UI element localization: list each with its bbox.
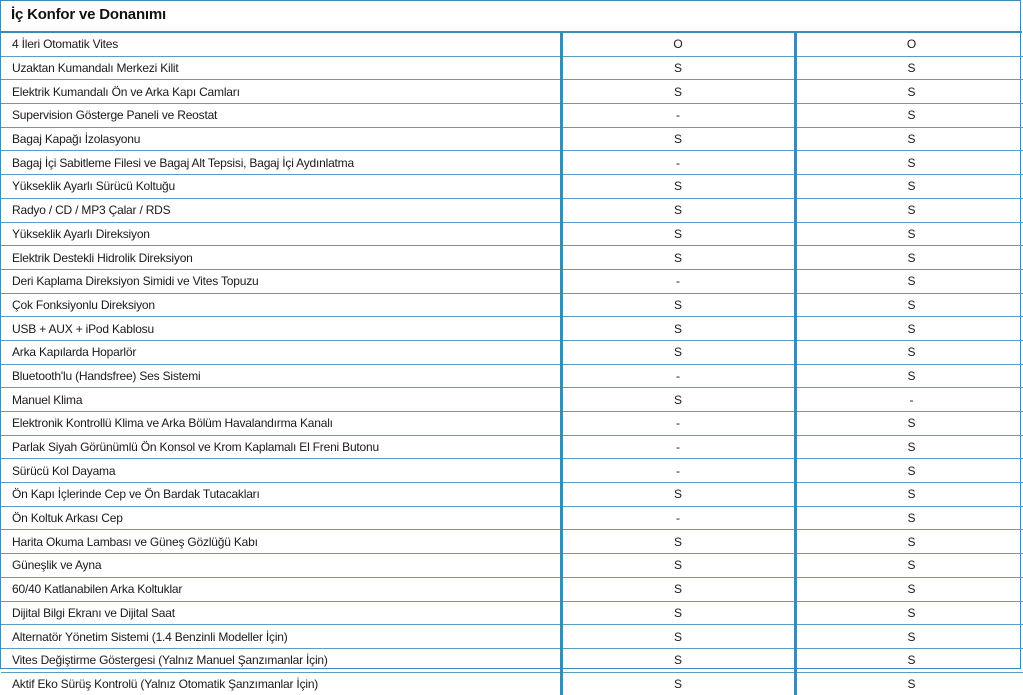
table-row xyxy=(1,435,1023,459)
value-column-2: S xyxy=(795,554,1023,578)
value-column-1: S xyxy=(561,577,795,601)
feature-name: Alternatör Yönetim Sistemi (1.4 Benzinli Modeller İçin) xyxy=(1,625,561,649)
feature-name: Sürücü Kol Dayama xyxy=(1,459,561,483)
value-column-1: - xyxy=(561,435,795,459)
table-row xyxy=(1,198,1023,222)
feature-name: Radyo / CD / MP3 Çalar / RDS xyxy=(1,198,561,222)
feature-name: Elektrik Destekli Hidrolik Direksiyon xyxy=(1,246,561,270)
section-header xyxy=(1,1,1022,33)
value-column-1: S xyxy=(561,483,795,507)
value-column-2: S xyxy=(795,530,1023,554)
table-row xyxy=(1,364,1023,388)
feature-name: Deri Kaplama Direksiyon Simidi ve Vites Topuzu xyxy=(1,269,561,293)
feature-name: Elektronik Kontrollü Klima ve Arka Bölüm Havalandırma Kanalı xyxy=(1,412,561,436)
value-column-1: S xyxy=(561,317,795,341)
value-column-1: S xyxy=(561,56,795,80)
value-column-2: S xyxy=(795,151,1023,175)
feature-name: Ön Kapı İçlerinde Cep ve Ön Bardak Tutacakları xyxy=(1,483,561,507)
value-column-2: S xyxy=(795,506,1023,530)
value-column-2: - xyxy=(795,388,1023,412)
value-column-2: S xyxy=(795,601,1023,625)
feature-name: Manuel Klima xyxy=(1,388,561,412)
value-column-1: S xyxy=(561,648,795,672)
feature-name: Elektrik Kumandalı Ön ve Arka Kapı Camları xyxy=(1,80,561,104)
value-column-2: S xyxy=(795,127,1023,151)
value-column-1: S xyxy=(561,340,795,364)
feature-name: Yükseklik Ayarlı Direksiyon xyxy=(1,222,561,246)
table-row xyxy=(1,104,1023,128)
table-row xyxy=(1,317,1023,341)
value-column-2: S xyxy=(795,198,1023,222)
value-column-2: S xyxy=(795,483,1023,507)
table-row xyxy=(1,246,1023,270)
table-row xyxy=(1,33,1023,56)
feature-name: Vites Değiştirme Göstergesi (Yalnız Manuel Şanzımanlar İçin) xyxy=(1,648,561,672)
table-row xyxy=(1,293,1023,317)
value-column-2: S xyxy=(795,625,1023,649)
value-column-1: S xyxy=(561,601,795,625)
feature-name: Güneşlik ve Ayna xyxy=(1,554,561,578)
value-column-2: S xyxy=(795,80,1023,104)
table-row xyxy=(1,601,1023,625)
feature-name: Harita Okuma Lambası ve Güneş Gözlüğü Kabı xyxy=(1,530,561,554)
value-column-1: - xyxy=(561,151,795,175)
value-column-2: S xyxy=(795,293,1023,317)
value-column-1: S xyxy=(561,198,795,222)
value-column-1: S xyxy=(561,625,795,649)
table-row xyxy=(1,340,1023,364)
value-column-2: S xyxy=(795,175,1023,199)
value-column-2: S xyxy=(795,56,1023,80)
feature-name: USB + AUX + iPod Kablosu xyxy=(1,317,561,341)
feature-name: 60/40 Katlanabilen Arka Koltuklar xyxy=(1,577,561,601)
feature-name: Ön Koltuk Arkası Cep xyxy=(1,506,561,530)
table-row xyxy=(1,56,1023,80)
value-column-1: - xyxy=(561,269,795,293)
value-column-1: S xyxy=(561,672,795,695)
feature-name: Uzaktan Kumandalı Merkezi Kilit xyxy=(1,56,561,80)
value-column-2: S xyxy=(795,104,1023,128)
table-row xyxy=(1,151,1023,175)
value-column-2: S xyxy=(795,648,1023,672)
value-column-1: S xyxy=(561,127,795,151)
value-column-1: S xyxy=(561,175,795,199)
table-row xyxy=(1,80,1023,104)
value-column-2: S xyxy=(795,222,1023,246)
table-row xyxy=(1,672,1023,695)
feature-name: Yükseklik Ayarlı Sürücü Koltuğu xyxy=(1,175,561,199)
value-column-1: - xyxy=(561,459,795,483)
table-row xyxy=(1,269,1023,293)
feature-name: Aktif Eko Sürüş Kontrolü (Yalnız Otomatik Şanzımanlar İçin) xyxy=(12,676,319,691)
value-column-1: S xyxy=(561,222,795,246)
table-row xyxy=(1,625,1023,649)
section-title: İç Konfor ve Donanımı xyxy=(11,6,166,23)
table-row xyxy=(1,127,1023,151)
value-column-1: S xyxy=(561,293,795,317)
feature-table-body xyxy=(1,33,1023,695)
value-column-2: S xyxy=(795,246,1023,270)
table-row xyxy=(1,388,1023,412)
feature-name: Dijital Bilgi Ekranı ve Dijital Saat xyxy=(1,601,561,625)
feature-name: Çok Fonksiyonlu Direksiyon xyxy=(1,293,561,317)
value-column-1: - xyxy=(561,364,795,388)
table-row xyxy=(1,459,1023,483)
feature-name: Arka Kapılarda Hoparlör xyxy=(1,340,561,364)
table-row xyxy=(1,483,1023,507)
feature-name: Bagaj Kapağı İzolasyonu xyxy=(1,127,561,151)
feature-table xyxy=(1,33,1023,695)
value-column-2: S xyxy=(795,435,1023,459)
value-column-1: O xyxy=(561,33,795,56)
value-column-1: S xyxy=(561,80,795,104)
value-column-1: S xyxy=(561,554,795,578)
feature-name: Parlak Siyah Görünümlü Ön Konsol ve Krom Kaplamalı El Freni Butonu xyxy=(1,435,561,459)
table-row xyxy=(1,412,1023,436)
value-column-2: S xyxy=(795,340,1023,364)
table-row xyxy=(1,554,1023,578)
value-column-2: O xyxy=(795,33,1023,56)
value-column-2: S xyxy=(795,317,1023,341)
feature-name: Bluetooth'lu (Handsfree) Ses Sistemi xyxy=(1,364,561,388)
value-column-1: S xyxy=(561,246,795,270)
value-column-1: - xyxy=(561,506,795,530)
value-column-2: S xyxy=(795,269,1023,293)
feature-name: Bagaj İçi Sabitleme Filesi ve Bagaj Alt Tepsisi, Bagaj İçi Aydınlatma xyxy=(1,151,561,175)
value-column-1: S xyxy=(561,530,795,554)
value-column-1: - xyxy=(561,104,795,128)
value-column-2: S xyxy=(795,459,1023,483)
table-row xyxy=(1,648,1023,672)
value-column-2: S xyxy=(795,364,1023,388)
feature-name: 4 İleri Otomatik Vites xyxy=(1,33,561,56)
table-row xyxy=(1,175,1023,199)
value-column-1: S xyxy=(561,388,795,412)
table-row xyxy=(1,506,1023,530)
table-row xyxy=(1,577,1023,601)
table-row xyxy=(1,222,1023,246)
value-column-1: - xyxy=(561,412,795,436)
feature-name: Supervision Gösterge Paneli ve Reostat xyxy=(1,104,561,128)
value-column-2: S xyxy=(795,412,1023,436)
value-column-2: S xyxy=(795,672,1023,695)
table-row xyxy=(1,530,1023,554)
value-column-2: S xyxy=(795,577,1023,601)
